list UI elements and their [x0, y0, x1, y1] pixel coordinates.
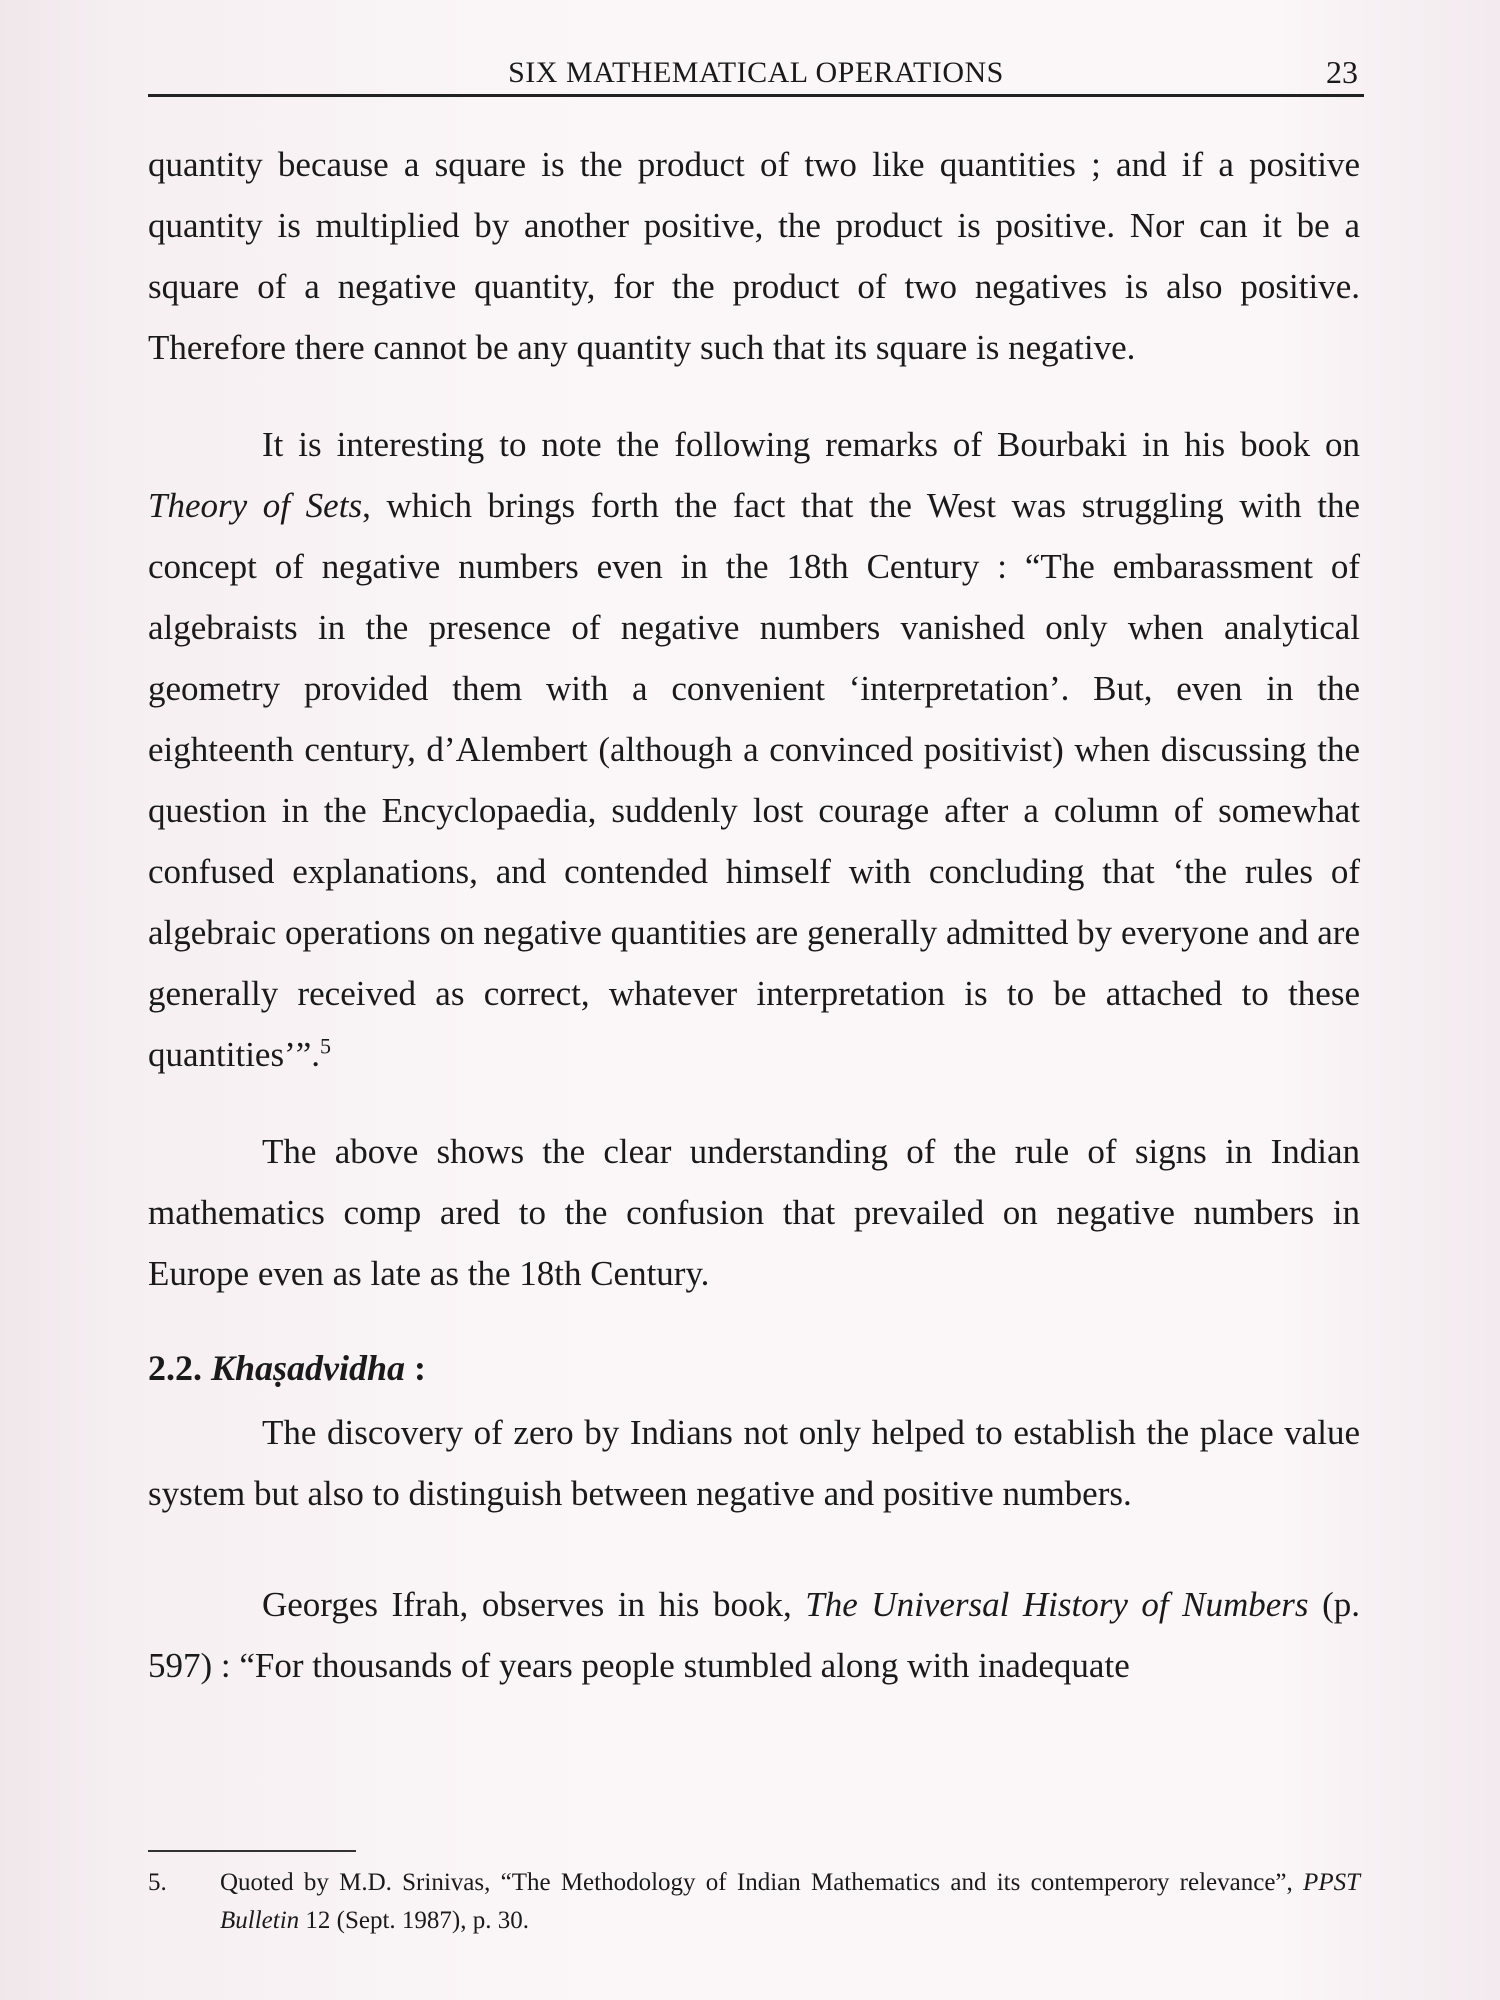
paragraph-4: The discovery of zero by Indians not only helped to establish the place value system but also to distinguish between negative and positive numbers.	[148, 1413, 1360, 1513]
paragraph-5-text-a: Georges Ifrah, observes in his book,	[262, 1585, 806, 1624]
section-number: 2.2.	[148, 1348, 202, 1388]
running-head	[148, 48, 1364, 97]
footnote-journal: PPST Bulletin	[220, 1869, 1360, 1934]
paragraph-5-text-b: (p. 597) : “For thousands of years people stumbled along with inadequate	[148, 1585, 1361, 1685]
book-title-universal-history: The Universal History of Numbers	[805, 1585, 1309, 1624]
section-term: Khaṣadvidha	[211, 1348, 406, 1388]
footnote-text-b: 12 (Sept. 1987), p. 30.	[299, 1907, 530, 1934]
footnote-text	[220, 1864, 1360, 1940]
body-text	[148, 134, 1360, 1696]
book-title-theory-of-sets: Theory of Sets	[148, 486, 363, 525]
footnote	[148, 1864, 1360, 1940]
paragraph-3: The above shows the clear understanding of the rule of signs in Indian mathematics comp ared to the confusion that prevailed on negative numbers in Europe even as late as the 18th Century.	[148, 1132, 1360, 1293]
paragraph-1: quantity because a square is the product of two like quantities ; and if a positive quantity is multiplied by another positive, the product is positive. Nor can it be a square of a negative quantity, for the product of two negatives is also positive. Therefore there cannot be any quantity such that its square is negative.	[148, 145, 1360, 367]
footnote-number: 5.	[148, 1869, 167, 1896]
paragraph-2-text-a: It is interesting to note the following remarks of Bourbaki in his book on	[262, 425, 1360, 464]
paragraph-2-text-b: , which brings forth the fact that the West was struggling with the concept of negative numbers even in the 18th Century : “The embarassment of algebraists in the presence of negative numbers vanished only when analytical geometry provided them with a convenient ‘interpretation’. But, even in the eighteenth century, d’Alembert (although a convinced positivist) when discussing the question in the Encyclopaedia, suddenly lost courage after a column of somewhat confused explanations, and contended himself with concluding that ‘the rules of algebraic operations on negative quantities are generally admitted by everyone and are generally received as correct, whatever interpretation is to be attached to these quantities’”.	[148, 486, 1360, 1074]
footnote-reference: 5	[320, 1033, 332, 1059]
section-colon: :	[414, 1348, 427, 1388]
paragraph-2	[148, 414, 1360, 1085]
page-number: 23	[1326, 54, 1358, 90]
section-heading	[148, 1340, 1360, 1396]
footnote-text-a: Quoted by M.D. Srinivas, “The Methodology of Indian Mathematics and its contemperory relevance”,	[220, 1869, 1304, 1896]
running-title: SIX MATHEMATICAL OPERATIONS	[508, 56, 1004, 89]
footnote-divider	[148, 1850, 356, 1852]
paragraph-5	[148, 1574, 1360, 1696]
